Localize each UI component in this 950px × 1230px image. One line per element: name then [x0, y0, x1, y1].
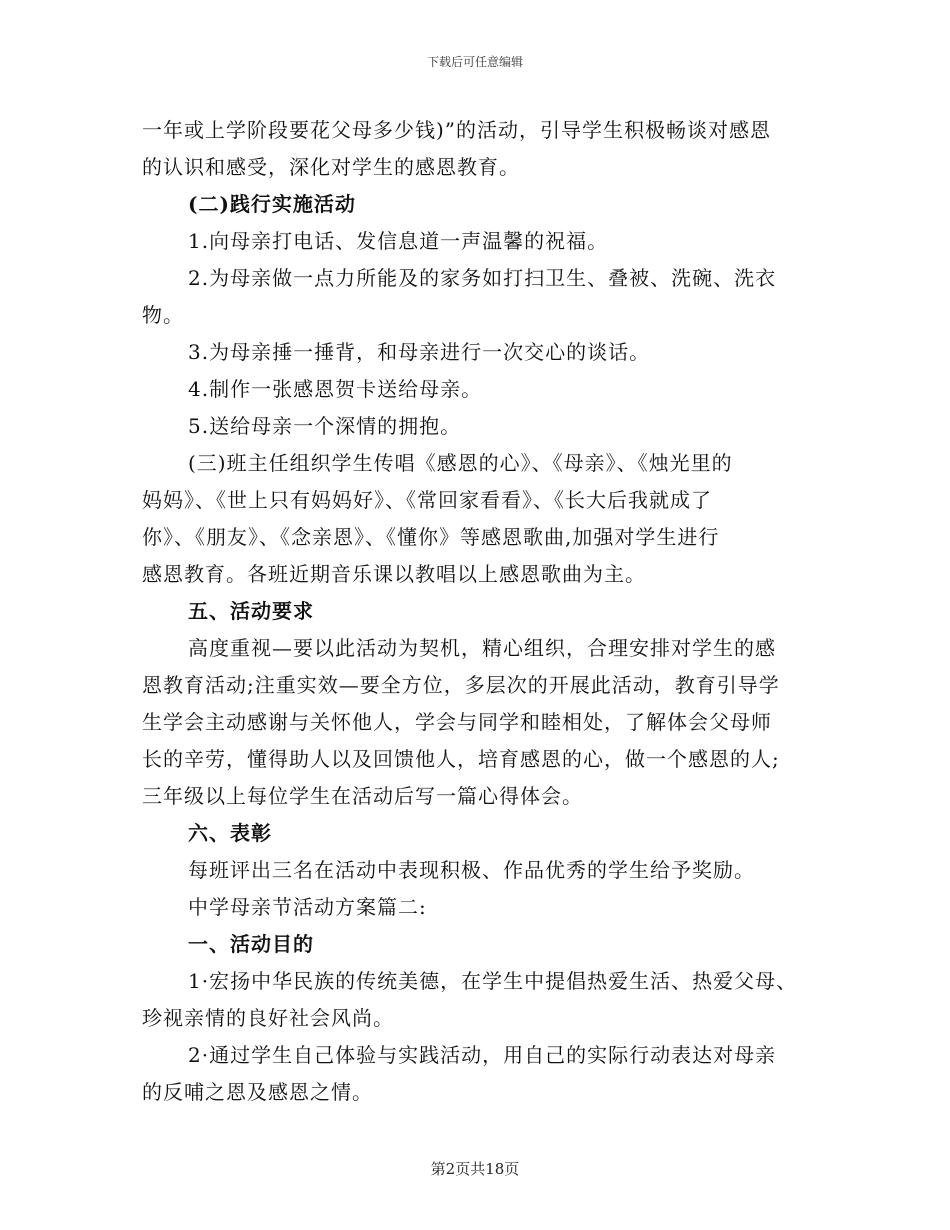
text-line: 珍视亲情的良好社会风尚。	[142, 1006, 394, 1030]
paragraph-line: 高度重视—要以此活动为契机，精心组织，合理安排对学生的感	[188, 636, 776, 660]
text-line: 妈妈》、《世上只有妈妈好》、《常回家看看》、《长大后我就成了	[142, 488, 712, 512]
page-number: 第2页共18页	[430, 1160, 520, 1178]
text-line: 一年或上学阶段要花父母多少钱)”的活动，引导学生积极畅谈对感恩	[142, 118, 772, 142]
section-heading: 六、表彰	[188, 821, 272, 845]
text-line: 感恩教育。各班近期音乐课以教唱以上感恩歌曲为主。	[142, 562, 646, 586]
text-line: 的反哺之恩及感恩之情。	[142, 1080, 373, 1104]
paragraph-line: 每班评出三名在活动中表现积极、作品优秀的学生给予奖励。	[188, 858, 755, 882]
section-heading: (二)践行实施活动	[188, 192, 356, 216]
section-heading: 五、活动要求	[188, 599, 314, 623]
text-line: 三年级以上每位学生在活动后写一篇心得体会。	[142, 784, 583, 808]
text-line: 长的辛劳，懂得助人以及回馈他人，培育感恩的心，做一个感恩的人;	[142, 747, 780, 771]
text-line: 的认识和感受，深化对学生的感恩教育。	[142, 155, 520, 179]
subtitle-line: 中学母亲节活动方案篇二:	[188, 895, 427, 919]
section-heading: 一、活动目的	[188, 932, 314, 956]
list-item: 3.为母亲捶一捶背，和母亲进行一次交心的谈话。	[188, 340, 651, 364]
list-item: 2.为母亲做一点力所能及的家务如打扫卫生、叠被、洗碗、洗衣	[188, 266, 777, 290]
text-line: 你》、《朋友》、《念亲恩》、《懂你》等感恩歌曲,加强对学生进行	[142, 525, 720, 549]
paragraph-line: (三)班主任组织学生传唱《感恩的心》、《母亲》、《烛光里的	[188, 451, 733, 475]
list-item: 1.向母亲打电话、发信息道一声温馨的祝福。	[188, 229, 609, 253]
document-body	[142, 112, 808, 1111]
list-item: 4.制作一张感恩贺卡送给母亲。	[188, 377, 483, 401]
list-item: 5.送给母亲一个深情的拥抱。	[188, 414, 462, 438]
text-line: 生学会主动感谢与关怀他人，学会与同学和睦相处，了解体会父母师	[142, 710, 772, 734]
text-line: 物。	[142, 303, 184, 327]
text-line: 恩教育活动;注重实效—要全方位，多层次的开展此活动，教育引导学	[142, 673, 780, 697]
list-item: 1·宏扬中华民族的传统美德，在学生中提倡热爱生活、热爱父母、	[188, 969, 798, 993]
page-header: 下载后可任意编辑	[426, 55, 523, 69]
list-item: 2·通过学生自己体验与实践活动，用自己的实际行动表达对母亲	[188, 1043, 777, 1067]
